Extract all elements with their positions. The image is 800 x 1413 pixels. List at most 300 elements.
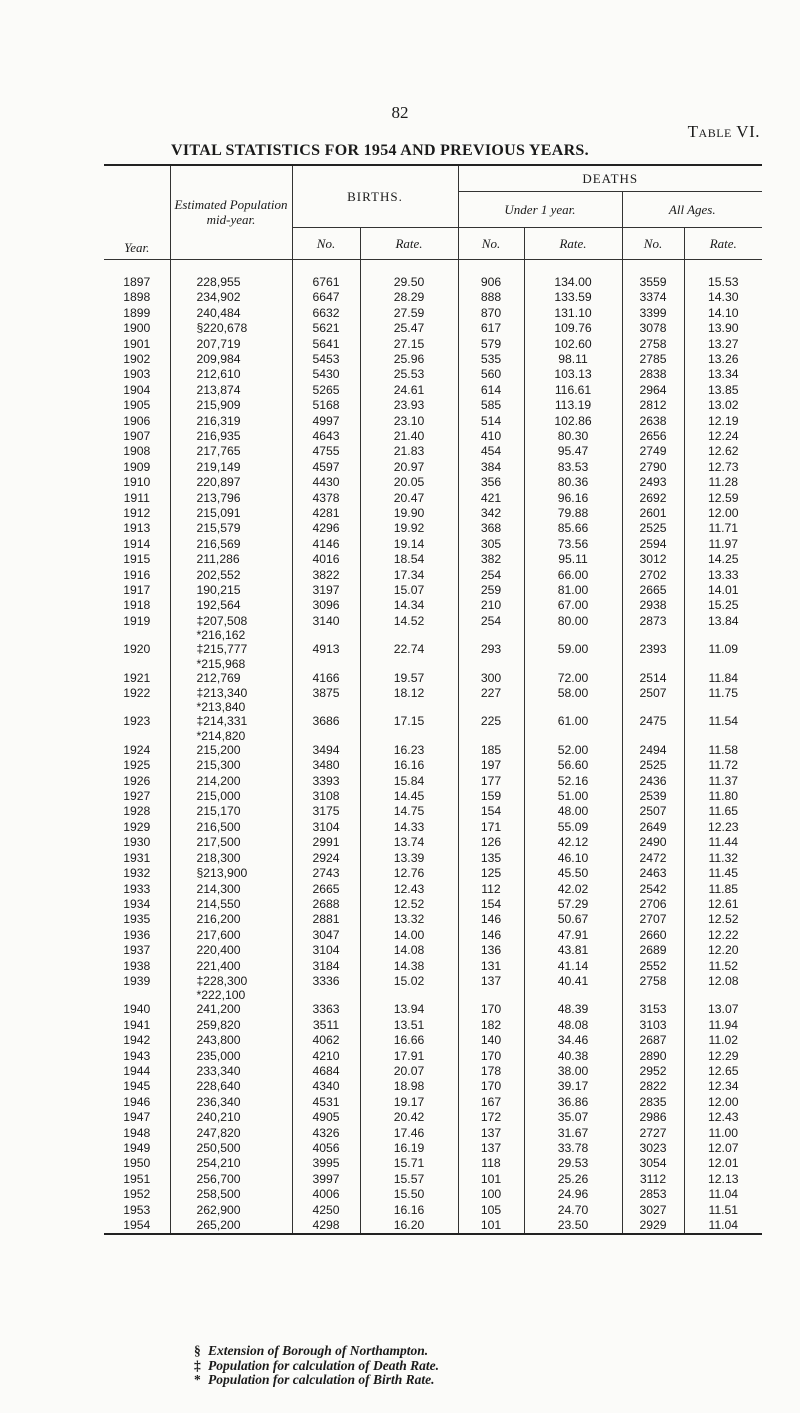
population-cell: 220,400 (170, 943, 292, 958)
all-ages-no-cell: 2436 (622, 774, 684, 789)
table-row (104, 568, 762, 583)
under-1-no-cell: 135 (458, 851, 524, 866)
year-cell: 1919 (123, 613, 151, 628)
births-no-cell: 3140 (292, 614, 360, 642)
population-cell: 209,984 (170, 352, 292, 367)
under-1-rate-cell: 98.11 (524, 352, 622, 367)
under-1-rate-cell: 31.67 (524, 1126, 622, 1141)
footnote: * Population for calculation of Birth Rate. (194, 1372, 435, 1387)
births-rate-cell: 27.59 (360, 306, 458, 321)
table-row (104, 897, 762, 912)
births-rate-cell: 23.10 (360, 414, 458, 429)
all-ages-rate-cell: 12.59 (684, 491, 762, 506)
year-cell: 1948 (123, 1125, 151, 1140)
under-1-rate-cell: 102.86 (524, 414, 622, 429)
all-ages-no-cell: 2665 (622, 583, 684, 598)
under-1-no-cell: 137 (458, 974, 524, 1002)
header-births-rate: Rate. (360, 227, 458, 259)
under-1-no-cell: 579 (458, 337, 524, 352)
population-cell: 233,340 (170, 1064, 292, 1079)
all-ages-no-cell: 2507 (622, 686, 684, 714)
year-cell: 1951 (123, 1171, 151, 1186)
year-cell: 1907 (123, 428, 151, 443)
all-ages-no-cell: 2601 (622, 506, 684, 521)
table-row (104, 851, 762, 866)
all-ages-rate-cell: 11.52 (684, 959, 762, 974)
under-1-no-cell: 154 (458, 897, 524, 912)
table-row (104, 1218, 762, 1234)
all-ages-rate-cell: 11.71 (684, 521, 762, 536)
under-1-rate-cell: 46.10 (524, 851, 622, 866)
under-1-no-cell: 305 (458, 537, 524, 552)
all-ages-rate-cell: 12.01 (684, 1156, 762, 1171)
births-no-cell: 3997 (292, 1172, 360, 1187)
year-cell: 1909 (123, 459, 151, 474)
year-cell: 1912 (123, 505, 151, 520)
under-1-no-cell: 210 (458, 598, 524, 613)
births-rate-cell: 14.08 (360, 943, 458, 958)
births-no-cell: 4430 (292, 475, 360, 490)
under-1-no-cell: 342 (458, 506, 524, 521)
population-cell: 218,300 (170, 851, 292, 866)
all-ages-no-cell: 2494 (622, 743, 684, 758)
under-1-no-cell: 146 (458, 928, 524, 943)
table-row (104, 552, 762, 567)
table-row (104, 1141, 762, 1156)
all-ages-no-cell: 2822 (622, 1079, 684, 1094)
all-ages-rate-cell: 11.00 (684, 1126, 762, 1141)
births-rate-cell: 19.90 (360, 506, 458, 521)
births-no-cell: 2991 (292, 835, 360, 850)
population-cell: 212,610 (170, 367, 292, 382)
all-ages-rate-cell: 11.97 (684, 537, 762, 552)
under-1-rate-cell: 134.00 (524, 275, 622, 290)
all-ages-no-cell: 2656 (622, 429, 684, 444)
table-row (104, 321, 762, 336)
births-no-cell: 3480 (292, 758, 360, 773)
births-no-cell: 4016 (292, 552, 360, 567)
under-1-rate-cell: 67.00 (524, 598, 622, 613)
under-1-no-cell: 259 (458, 583, 524, 598)
under-1-no-cell: 100 (458, 1187, 524, 1202)
table-row (104, 743, 762, 758)
births-rate-cell: 19.14 (360, 537, 458, 552)
births-rate-cell: 15.02 (360, 974, 458, 1002)
under-1-no-cell: 585 (458, 398, 524, 413)
year-cell: 1952 (123, 1187, 151, 1202)
year-cell: 1902 (123, 351, 151, 366)
births-no-cell: 5453 (292, 352, 360, 367)
under-1-rate-cell: 47.91 (524, 928, 622, 943)
all-ages-no-cell: 2835 (622, 1095, 684, 1110)
table-row (104, 1033, 762, 1048)
population-cell: 214,300 (170, 882, 292, 897)
population-cell: 211,286 (170, 552, 292, 567)
year-cell: 1936 (123, 927, 151, 942)
population-cell: 192,564 (170, 598, 292, 613)
all-ages-no-cell: 2853 (622, 1187, 684, 1202)
births-rate-cell: 14.00 (360, 928, 458, 943)
table-row (104, 1079, 762, 1094)
births-no-cell: 3336 (292, 974, 360, 1002)
year-cell: 1899 (123, 305, 151, 320)
table-row (104, 521, 762, 536)
table-row (104, 789, 762, 804)
all-ages-no-cell: 2507 (622, 804, 684, 819)
under-1-rate-cell: 95.47 (524, 444, 622, 459)
under-1-no-cell: 137 (458, 1126, 524, 1141)
footnotes (194, 1344, 439, 1388)
population-cell: §220,678 (170, 321, 292, 336)
header-all-ages-rate: Rate. (684, 227, 762, 259)
under-1-rate-cell: 85.66 (524, 521, 622, 536)
all-ages-no-cell: 2952 (622, 1064, 684, 1079)
year-cell: 1923 (123, 714, 151, 729)
under-1-no-cell: 197 (458, 758, 524, 773)
vital-statistics-table (104, 164, 762, 1235)
under-1-no-cell: 368 (458, 521, 524, 536)
births-rate-cell: 15.50 (360, 1187, 458, 1202)
births-no-cell: 4210 (292, 1049, 360, 1064)
population-cell: 240,484 (170, 306, 292, 321)
births-rate-cell: 12.76 (360, 866, 458, 881)
population-cell: 215,170 (170, 804, 292, 819)
births-rate-cell: 24.61 (360, 383, 458, 398)
under-1-rate-cell: 109.76 (524, 321, 622, 336)
births-rate-cell: 13.51 (360, 1018, 458, 1033)
all-ages-no-cell: 2707 (622, 912, 684, 927)
births-rate-cell: 15.71 (360, 1156, 458, 1171)
births-rate-cell: 14.34 (360, 598, 458, 613)
year-cell: 1940 (123, 1002, 151, 1017)
year-cell: 1917 (123, 583, 151, 598)
under-1-rate-cell: 80.00 (524, 614, 622, 642)
all-ages-no-cell: 2727 (622, 1126, 684, 1141)
table-row (104, 598, 762, 613)
all-ages-rate-cell: 11.72 (684, 758, 762, 773)
births-no-cell: 3108 (292, 789, 360, 804)
births-rate-cell: 12.43 (360, 882, 458, 897)
births-rate-cell: 17.15 (360, 714, 458, 742)
under-1-rate-cell: 102.60 (524, 337, 622, 352)
all-ages-no-cell: 2964 (622, 383, 684, 398)
births-no-cell: 3511 (292, 1018, 360, 1033)
year-cell: 1949 (123, 1141, 151, 1156)
all-ages-rate-cell: 15.25 (684, 598, 762, 613)
population-cell: ‡214,331 *214,820 (170, 714, 292, 742)
births-rate-cell: 19.17 (360, 1095, 458, 1110)
births-rate-cell: 18.98 (360, 1079, 458, 1094)
all-ages-rate-cell: 12.20 (684, 943, 762, 958)
births-rate-cell: 13.32 (360, 912, 458, 927)
all-ages-no-cell: 3012 (622, 552, 684, 567)
all-ages-no-cell: 3399 (622, 306, 684, 321)
under-1-rate-cell: 34.46 (524, 1033, 622, 1048)
all-ages-no-cell: 3112 (622, 1172, 684, 1187)
under-1-rate-cell: 116.61 (524, 383, 622, 398)
table-row (104, 506, 762, 521)
births-no-cell: 3096 (292, 598, 360, 613)
births-rate-cell: 19.57 (360, 671, 458, 686)
year-cell: 1943 (123, 1048, 151, 1063)
all-ages-rate-cell: 12.13 (684, 1172, 762, 1187)
year-cell: 1915 (123, 552, 151, 567)
under-1-rate-cell: 24.70 (524, 1203, 622, 1218)
all-ages-rate-cell: 12.00 (684, 1095, 762, 1110)
births-rate-cell: 21.40 (360, 429, 458, 444)
births-rate-cell: 25.96 (360, 352, 458, 367)
header-year: Year. (124, 239, 150, 255)
births-rate-cell: 12.52 (360, 897, 458, 912)
births-no-cell: 4250 (292, 1203, 360, 1218)
under-1-no-cell: 356 (458, 475, 524, 490)
under-1-no-cell: 617 (458, 321, 524, 336)
population-cell: 217,765 (170, 444, 292, 459)
births-rate-cell: 16.20 (360, 1218, 458, 1234)
all-ages-rate-cell: 11.80 (684, 789, 762, 804)
table-row (104, 1187, 762, 1202)
all-ages-rate-cell: 11.44 (684, 835, 762, 850)
births-no-cell: 2688 (292, 897, 360, 912)
table-row (104, 1203, 762, 1218)
all-ages-rate-cell: 12.29 (684, 1049, 762, 1064)
table-row (104, 583, 762, 598)
all-ages-rate-cell: 14.25 (684, 552, 762, 567)
all-ages-rate-cell: 13.90 (684, 321, 762, 336)
table-row (104, 491, 762, 506)
population-birth-rate-value: *216,162 (196, 628, 246, 643)
population-cell: 240,210 (170, 1110, 292, 1125)
under-1-rate-cell: 61.00 (524, 714, 622, 742)
all-ages-rate-cell: 11.09 (684, 642, 762, 670)
population-cell: 235,000 (170, 1049, 292, 1064)
all-ages-no-cell: 2594 (622, 537, 684, 552)
population-cell: 241,200 (170, 1002, 292, 1017)
all-ages-rate-cell: 12.23 (684, 820, 762, 835)
under-1-rate-cell: 58.00 (524, 686, 622, 714)
under-1-rate-cell: 79.88 (524, 506, 622, 521)
year-cell: 1929 (123, 819, 151, 834)
all-ages-rate-cell: 12.43 (684, 1110, 762, 1125)
year-cell: 1954 (123, 1218, 151, 1233)
all-ages-no-cell: 2525 (622, 758, 684, 773)
all-ages-rate-cell: 13.26 (684, 352, 762, 367)
births-no-cell: 4166 (292, 671, 360, 686)
population-cell: ‡228,300 *222,100 (170, 974, 292, 1002)
under-1-rate-cell: 40.38 (524, 1049, 622, 1064)
population-cell: 254,210 (170, 1156, 292, 1171)
year-cell: 1927 (123, 789, 151, 804)
births-no-cell: 4298 (292, 1218, 360, 1234)
population-cell: 217,500 (170, 835, 292, 850)
all-ages-rate-cell: 11.37 (684, 774, 762, 789)
header-under-1-year: Under 1 year. (458, 191, 622, 227)
births-no-cell: 3197 (292, 583, 360, 598)
all-ages-rate-cell: 12.73 (684, 460, 762, 475)
births-no-cell: 3494 (292, 743, 360, 758)
table-row (104, 882, 762, 897)
under-1-rate-cell: 50.67 (524, 912, 622, 927)
population-cell: 216,569 (170, 537, 292, 552)
under-1-no-cell: 172 (458, 1110, 524, 1125)
table-row (104, 671, 762, 686)
births-rate-cell: 19.92 (360, 521, 458, 536)
footnote: ‡ Population for calculation of Death Rate. (194, 1357, 440, 1373)
header-all-ages: All Ages. (622, 191, 762, 227)
population-cell: 216,200 (170, 912, 292, 927)
table-row (104, 1095, 762, 1110)
births-rate-cell: 17.46 (360, 1126, 458, 1141)
population-cell: 213,874 (170, 383, 292, 398)
under-1-no-cell: 906 (458, 275, 524, 290)
year-cell: 1920 (123, 642, 151, 657)
births-rate-cell: 20.42 (360, 1110, 458, 1125)
births-no-cell: 3822 (292, 568, 360, 583)
all-ages-no-cell: 2514 (622, 671, 684, 686)
all-ages-rate-cell: 14.01 (684, 583, 762, 598)
year-cell: 1925 (123, 758, 151, 773)
under-1-rate-cell: 66.00 (524, 568, 622, 583)
year-cell: 1898 (123, 290, 151, 305)
table-row (104, 1002, 762, 1017)
all-ages-no-cell: 2649 (622, 820, 684, 835)
births-no-cell: 4296 (292, 521, 360, 536)
births-no-cell: 3995 (292, 1156, 360, 1171)
under-1-rate-cell: 56.60 (524, 758, 622, 773)
all-ages-rate-cell: 12.08 (684, 974, 762, 1002)
under-1-rate-cell: 113.19 (524, 398, 622, 413)
all-ages-rate-cell: 11.75 (684, 686, 762, 714)
under-1-no-cell: 410 (458, 429, 524, 444)
all-ages-no-cell: 2689 (622, 943, 684, 958)
population-cell: 215,200 (170, 743, 292, 758)
year-cell: 1924 (123, 742, 151, 757)
table-row (104, 1018, 762, 1033)
table-row (104, 804, 762, 819)
under-1-rate-cell: 25.26 (524, 1172, 622, 1187)
year-cell: 1921 (123, 670, 151, 685)
all-ages-rate-cell: 12.07 (684, 1141, 762, 1156)
all-ages-rate-cell: 11.51 (684, 1203, 762, 1218)
under-1-rate-cell: 41.14 (524, 959, 622, 974)
all-ages-rate-cell: 13.27 (684, 337, 762, 352)
table-row (104, 1064, 762, 1079)
header-deaths: DEATHS (458, 165, 762, 191)
table-row (104, 352, 762, 367)
year-cell: 1918 (123, 598, 151, 613)
births-no-cell: 4146 (292, 537, 360, 552)
births-no-cell: 3363 (292, 1002, 360, 1017)
under-1-rate-cell: 48.39 (524, 1002, 622, 1017)
year-cell: 1904 (123, 382, 151, 397)
all-ages-no-cell: 2890 (622, 1049, 684, 1064)
population-cell: 214,550 (170, 897, 292, 912)
births-no-cell: 4340 (292, 1079, 360, 1094)
under-1-rate-cell: 48.00 (524, 804, 622, 819)
population-cell: 234,902 (170, 290, 292, 305)
header-under-1-no: No. (458, 227, 524, 259)
header-births: BIRTHS. (292, 165, 458, 227)
all-ages-rate-cell: 13.85 (684, 383, 762, 398)
population-birth-rate-value: *215,968 (196, 656, 246, 671)
all-ages-no-cell: 2692 (622, 491, 684, 506)
population-cell: 228,640 (170, 1079, 292, 1094)
under-1-rate-cell: 95.11 (524, 552, 622, 567)
under-1-no-cell: 137 (458, 1141, 524, 1156)
births-rate-cell: 27.15 (360, 337, 458, 352)
all-ages-rate-cell: 11.85 (684, 882, 762, 897)
births-rate-cell: 16.23 (360, 743, 458, 758)
under-1-no-cell: 454 (458, 444, 524, 459)
births-rate-cell: 16.16 (360, 1203, 458, 1218)
all-ages-rate-cell: 11.45 (684, 866, 762, 881)
under-1-no-cell: 560 (458, 367, 524, 382)
all-ages-rate-cell: 14.10 (684, 306, 762, 321)
population-cell: 236,340 (170, 1095, 292, 1110)
year-cell: 1911 (123, 490, 150, 505)
population-birth-rate-value: *213,840 (196, 700, 246, 715)
births-no-cell: 2743 (292, 866, 360, 881)
under-1-rate-cell: 23.50 (524, 1218, 622, 1234)
births-no-cell: 3175 (292, 804, 360, 819)
all-ages-no-cell: 2490 (622, 835, 684, 850)
all-ages-no-cell: 3374 (622, 290, 684, 305)
population-cell: 216,500 (170, 820, 292, 835)
under-1-rate-cell: 38.00 (524, 1064, 622, 1079)
population-cell: 219,149 (170, 460, 292, 475)
year-cell: 1937 (123, 943, 151, 958)
under-1-no-cell: 170 (458, 1049, 524, 1064)
all-ages-no-cell: 2552 (622, 959, 684, 974)
under-1-no-cell: 118 (458, 1156, 524, 1171)
under-1-rate-cell: 52.16 (524, 774, 622, 789)
year-cell: 1900 (123, 321, 151, 336)
births-rate-cell: 20.47 (360, 491, 458, 506)
births-rate-cell: 14.75 (360, 804, 458, 819)
all-ages-rate-cell: 12.19 (684, 414, 762, 429)
table-row (104, 835, 762, 850)
births-no-cell: 4913 (292, 642, 360, 670)
year-cell: 1928 (123, 804, 151, 819)
all-ages-rate-cell: 11.54 (684, 714, 762, 742)
document-title: VITAL STATISTICS FOR 1954 AND PREVIOUS YEARS. (171, 142, 589, 159)
under-1-rate-cell: 39.17 (524, 1079, 622, 1094)
population-cell: §213,900 (170, 866, 292, 881)
under-1-rate-cell: 45.50 (524, 866, 622, 881)
table-row (104, 444, 762, 459)
all-ages-rate-cell: 13.34 (684, 367, 762, 382)
year-cell: 1934 (123, 896, 151, 911)
all-ages-rate-cell: 14.30 (684, 290, 762, 305)
year-cell: 1953 (123, 1202, 151, 1217)
table-row (104, 290, 762, 305)
all-ages-rate-cell: 15.53 (684, 275, 762, 290)
table-row (104, 398, 762, 413)
all-ages-no-cell: 2873 (622, 614, 684, 642)
under-1-no-cell: 870 (458, 306, 524, 321)
population-cell: 262,900 (170, 1203, 292, 1218)
year-cell: 1944 (123, 1063, 151, 1078)
births-rate-cell: 13.74 (360, 835, 458, 850)
year-cell: 1938 (123, 958, 151, 973)
under-1-no-cell: 126 (458, 835, 524, 850)
births-no-cell: 2924 (292, 851, 360, 866)
all-ages-no-cell: 3027 (622, 1203, 684, 1218)
year-cell: 1950 (123, 1156, 151, 1171)
year-cell: 1942 (123, 1033, 151, 1048)
all-ages-rate-cell: 11.04 (684, 1187, 762, 1202)
table-row (104, 686, 762, 714)
